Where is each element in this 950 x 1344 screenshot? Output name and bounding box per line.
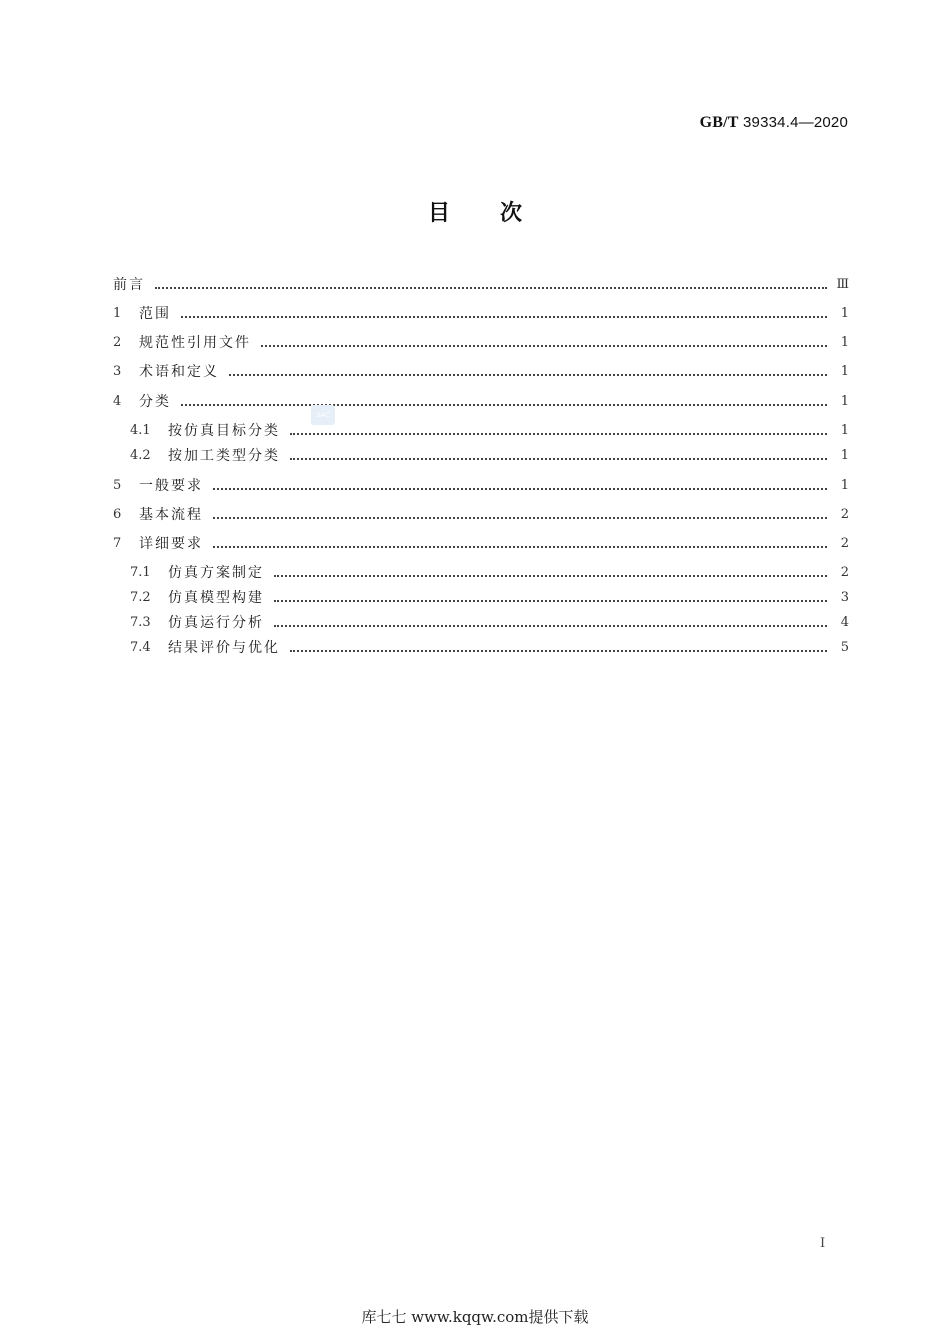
toc-entry-2[interactable] — [113, 330, 849, 354]
toc-entry-page: 1 — [840, 363, 849, 379]
toc-entry-label: 详细要求 — [139, 536, 203, 552]
toc-entry-7-2[interactable] — [113, 585, 849, 609]
toc-entry-label: 分类 — [139, 394, 171, 410]
toc-entry-page: 3 — [840, 589, 849, 605]
standard-code: 39334.4—2020 — [743, 114, 848, 131]
standard-number — [700, 114, 848, 132]
toc-entry-7-3[interactable] — [113, 610, 849, 634]
toc-entry-number: 1 — [113, 305, 122, 321]
toc-entry-number: 4.1 — [130, 422, 151, 438]
dot-leader — [274, 599, 827, 602]
toc-entry-page: 1 — [840, 393, 849, 409]
toc-entry-number: 2 — [113, 334, 122, 350]
toc-entry-4[interactable] — [113, 389, 849, 413]
toc-entry-preface[interactable] — [113, 272, 849, 296]
dot-leader — [213, 545, 827, 548]
toc-entry-label: 基本流程 — [139, 507, 203, 523]
toc-entry-label: 按仿真目标分类 — [168, 423, 280, 439]
toc-entry-page: 2 — [840, 506, 849, 522]
dot-leader — [213, 516, 827, 519]
toc-entry-number: 7 — [113, 535, 122, 551]
toc-entry-label: 前言 — [113, 277, 145, 293]
toc-entry-7-1[interactable] — [113, 560, 849, 584]
dot-leader — [181, 315, 827, 318]
toc-entry-label: 仿真方案制定 — [168, 565, 264, 581]
toc-entry-number: 4.2 — [130, 447, 151, 463]
toc-entry-number: 7.1 — [130, 564, 151, 580]
dot-leader — [290, 432, 827, 435]
standard-prefix: GB/T — [699, 114, 739, 131]
toc-entry-number: 6 — [113, 506, 122, 522]
toc-entry-7-4[interactable] — [113, 635, 849, 659]
toc-entry-5[interactable] — [113, 473, 849, 497]
toc-entry-number: 3 — [113, 363, 122, 379]
dot-leader — [181, 403, 827, 406]
toc-entry-3[interactable] — [113, 359, 849, 383]
dot-leader — [274, 574, 827, 577]
dot-leader — [229, 373, 827, 376]
page-number: I — [820, 1236, 826, 1251]
dot-leader — [290, 649, 827, 652]
toc-entry-label: 结果评价与优化 — [168, 640, 280, 656]
toc-entry-7[interactable] — [113, 531, 849, 555]
page-title: 目次 — [427, 201, 572, 226]
toc-entry-label: 仿真模型构建 — [168, 590, 264, 606]
toc-entry-label: 术语和定义 — [139, 364, 219, 380]
dot-leader — [274, 624, 827, 627]
toc-entry-page: 2 — [840, 535, 849, 551]
toc-entry-4-2[interactable] — [113, 443, 849, 467]
toc-entry-number: 5 — [113, 477, 122, 493]
sac-watermark-logo: SAC — [311, 405, 335, 425]
toc-entry-page: Ⅲ — [836, 276, 849, 292]
dot-leader — [213, 487, 827, 490]
toc-entry-label: 一般要求 — [139, 478, 203, 494]
dot-leader — [290, 457, 827, 460]
toc-entry-1[interactable] — [113, 301, 849, 325]
toc-entry-page: 4 — [840, 614, 849, 630]
toc-entry-4-1[interactable] — [113, 418, 849, 442]
toc-entry-number: 7.2 — [130, 589, 151, 605]
dot-leader — [261, 344, 827, 347]
toc-entry-label: 仿真运行分析 — [168, 615, 264, 631]
toc-entry-page: 5 — [840, 639, 849, 655]
toc-entry-label: 规范性引用文件 — [139, 335, 251, 351]
toc-entry-number: 7.4 — [130, 639, 151, 655]
toc-entry-page: 1 — [840, 305, 849, 321]
toc-entry-6[interactable] — [113, 502, 849, 526]
toc-entry-number: 7.3 — [130, 614, 151, 630]
toc-entry-number: 4 — [113, 393, 122, 409]
footer-credit: 库七七 www.kqqw.com提供下载 — [361, 1308, 589, 1326]
toc-entry-label: 范围 — [139, 306, 171, 322]
toc-entry-page: 1 — [840, 477, 849, 493]
toc-entry-label: 按加工类型分类 — [168, 448, 280, 464]
toc-entry-page: 2 — [840, 564, 849, 580]
dot-leader — [155, 286, 827, 289]
toc-entry-page: 1 — [840, 334, 849, 350]
toc-entry-page: 1 — [840, 422, 849, 438]
toc-entry-page: 1 — [840, 447, 849, 463]
